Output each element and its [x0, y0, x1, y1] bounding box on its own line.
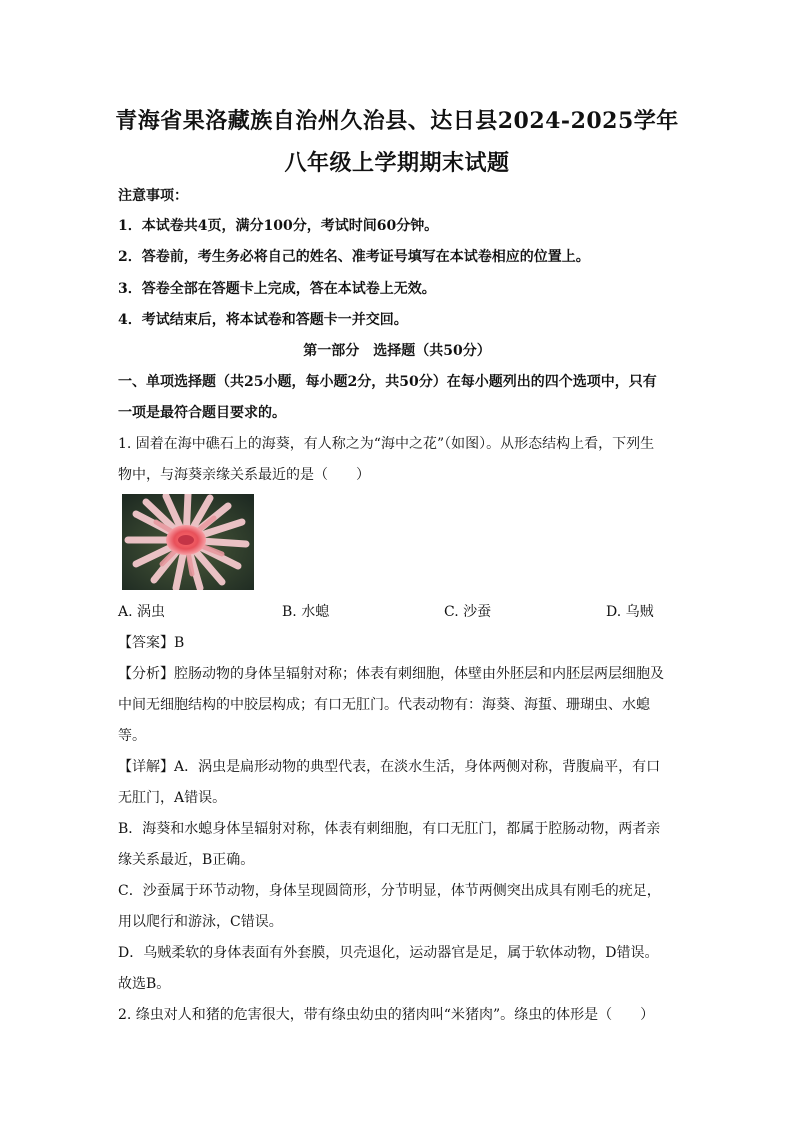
q1-detail-line7: D．乌贼柔软的身体表面有外套膜，贝壳退化，运动器官是足，属于软体动物，D错误。: [118, 945, 659, 961]
q1-detail-line4: 缘关系最近，B正确。: [118, 852, 255, 868]
q1-option-b: B. 水螅: [282, 604, 330, 620]
exam-title-line1: 青海省果洛藏族自治州久治县、达日县2024-2025学年: [115, 108, 679, 134]
q1-detail-line2: 无肛门，A错误。: [118, 790, 227, 806]
q1-detail-line1: 【详解】A．涡虫是扁形动物的典型代表，在淡水生活，身体两侧对称，背腹扁平，有口: [118, 759, 661, 775]
notice-item-1: 1．本试卷共4页，满分100分，考试时间60分钟。: [118, 218, 439, 234]
notice-item-3: 3．答卷全部在答题卡上完成，答在本试卷上无效。: [118, 281, 436, 297]
sea-anemone-photo: [122, 494, 254, 590]
section-instruction-line2: 一项是最符合题目要求的。: [118, 405, 286, 421]
q1-stem-line2: 物中，与海葵亲缘关系最近的是（ ）: [118, 467, 370, 483]
q1-analysis-line2: 中间无细胞结构的中胶层构成；有口无肛门。代表动物有：海葵、海蜇、珊瑚虫、水螅: [118, 697, 650, 713]
notice-heading: 注意事项：: [118, 188, 188, 204]
notice-item-2: 2．答卷前，考生务必将自己的姓名、准考证号填写在本试卷相应的位置上。: [118, 249, 590, 265]
q1-analysis-line3: 等。: [118, 728, 146, 744]
q1-option-c: C. 沙蚕: [444, 604, 492, 620]
exam-title-line2: 八年级上学期期末试题: [284, 150, 510, 176]
q1-analysis-line1: 【分析】腔肠动物的身体呈辐射对称；体表有刺细胞，体壁由外胚层和内胚层两层细胞及: [118, 666, 664, 682]
notice-item-4: 4．考试结束后，将本试卷和答题卡一并交回。: [118, 312, 408, 328]
section-instruction-line1: 一、单项选择题（共25小题，每小题2分，共50分）在每小题列出的四个选项中，只有: [118, 374, 657, 390]
q1-detail-line6: 用以爬行和游泳，C错误。: [118, 914, 283, 930]
part-heading: 第一部分 选择题（共50分）: [303, 343, 491, 359]
sea-anemone-illustration: [122, 494, 254, 590]
q1-answer: 【答案】B: [118, 635, 185, 651]
q1-option-a: A. 涡虫: [118, 604, 166, 620]
q2-stem-line1: 2. 绦虫对人和猪的危害很大，带有绦虫幼虫的猪肉叫“米猪肉”。绦虫的体形是（ ）: [118, 1007, 655, 1023]
q1-detail-line8: 故选B。: [118, 976, 171, 992]
q1-detail-line5: C．沙蚕属于环节动物，身体呈现圆筒形，分节明显，体节两侧突出成具有刚毛的疣足，: [118, 883, 661, 899]
q1-stem-line1: 1. 固着在海中礁石上的海葵，有人称之为“海中之花”（如图）。从形态结构上看，下列生: [118, 436, 655, 452]
q1-detail-line3: B．海葵和水螅身体呈辐射对称，体表有刺细胞，有口无肛门，都属于腔肠动物，两者亲: [118, 821, 661, 837]
q1-option-d: D. 乌贼: [606, 604, 654, 620]
